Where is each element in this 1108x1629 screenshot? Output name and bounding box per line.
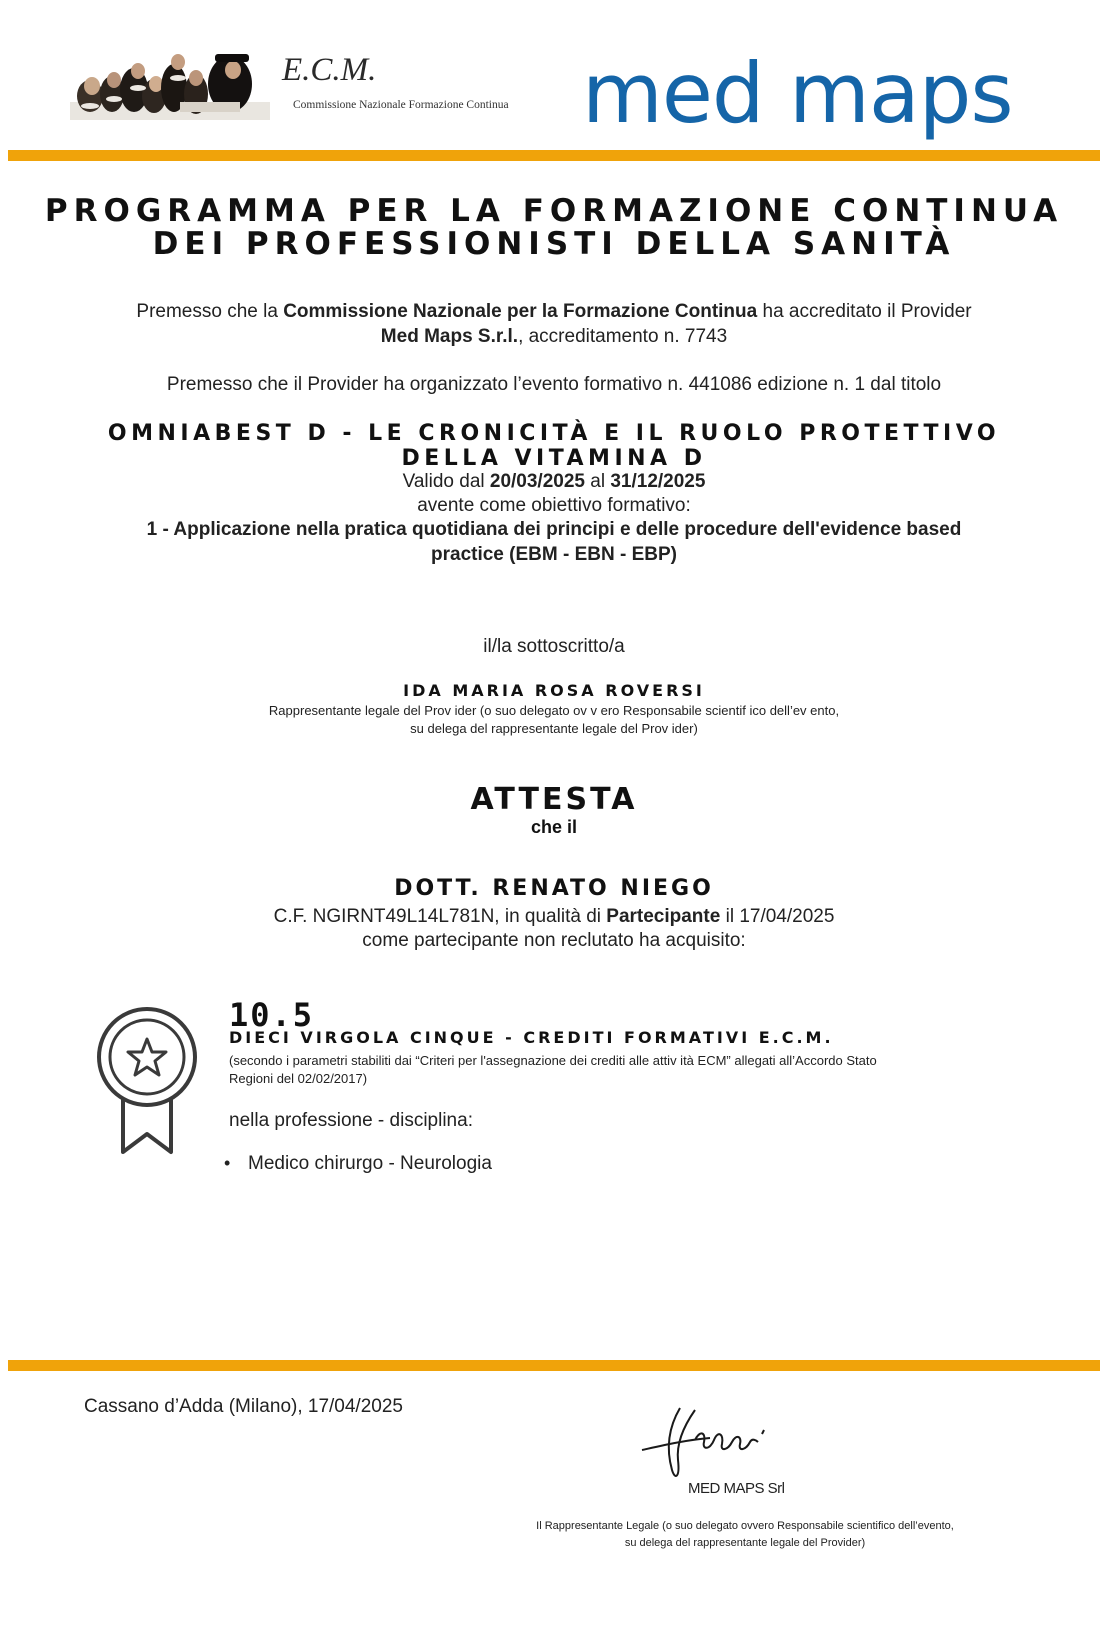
- objective-intro: avente come obiettivo formativo:: [417, 495, 691, 516]
- bottom-divider-bar: [8, 1360, 1100, 1371]
- participant-details: C.F. NGIRNT49L14L781N, in qualità di Partecipante il 17/04/2025: [273, 906, 835, 927]
- profession-label: nella professione - disciplina:: [229, 1110, 473, 1131]
- discipline-list: [224, 1153, 492, 1175]
- objective-text: 1 - Applicazione nella pratica quotidiana dei principi e delle procedure dell'evidence based practice (EBM - EBN - EBP): [146, 519, 962, 565]
- participant-role: Partecipante: [606, 906, 721, 927]
- signature-company: MED MAPS Srl: [688, 1480, 785, 1497]
- credits-words: DIECI VIRGOLA CINQUE - CREDITI FORMATIVI E.C.M.: [229, 1028, 834, 1047]
- place-date: Cassano d’Adda (Milano), 17/04/2025: [84, 1396, 403, 1417]
- event-title: OMNIABEST D - LE CRONICITÀ E IL RUOLO PROTETTIVO DELLA VITAMINA D: [107, 421, 1001, 471]
- provider-name: Med Maps S.r.l.: [380, 326, 519, 347]
- ecm-logo-painting: [70, 44, 270, 120]
- premise-event: Premesso che il Provider ha organizzato l’evento formativo n. 441086 edizione n. 1 dal titolo: [166, 374, 942, 395]
- title-line-2: DEI PROFESSIONISTI DELLA SANITÀ: [152, 226, 956, 262]
- ecm-subtitle: Commissione Nazionale Formazione Continua: [293, 99, 509, 111]
- title-line-1: PROGRAMMA PER LA FORMAZIONE CONTINUA: [44, 193, 1064, 229]
- signatory-intro: il/la sottoscritto/a: [483, 636, 625, 657]
- commission-name: Commissione Nazionale per la Formazione Continua: [283, 301, 758, 322]
- event-validity: Valido dal 20/03/2025 al 31/12/2025: [402, 471, 706, 492]
- top-divider-bar: [8, 150, 1100, 161]
- footer-note: Il Rappresentante Legale (o suo delegato ovvero Responsabile scientifico dell’evento, su delega del rappresentante legale del Provider): [536, 1520, 954, 1549]
- participant-name: DOTT. RENATO NIEGO: [394, 876, 714, 901]
- attesta-sub: che il: [530, 817, 578, 837]
- signatory-role: Rappresentante legale del Prov ider (o suo delegato ov v ero Responsabile scientif ico dell’ev ento, su delega del rappresentante legale del Prov ider): [268, 703, 840, 736]
- credits-value: 10.5: [229, 996, 315, 1034]
- valid-from-date: 20/03/2025: [489, 471, 585, 492]
- attesta-heading: ATTESTA: [470, 782, 638, 817]
- award-badge-icon: [94, 1004, 200, 1158]
- list-item: • Medico chirurgo - Neurologia: [224, 1153, 492, 1175]
- credits-note: (secondo i parametri stabiliti dai “Criteri per l'assegnazione dei crediti alle attiv ità ECM” allegati all’Accordo Stato Regioni del 02/02/2017): [229, 1053, 877, 1086]
- participant-acquired: come partecipante non reclutato ha acquisito:: [362, 930, 746, 951]
- document-title: [0, 195, 1108, 261]
- signatory-name: IDA MARIA ROSA ROVERSI: [403, 681, 705, 700]
- valid-to-date: 31/12/2025: [610, 471, 706, 492]
- medmaps-logo: med maps: [582, 45, 1013, 142]
- signature-image: [640, 1400, 790, 1485]
- ecm-title: E.C.M.: [282, 52, 377, 88]
- premise-accreditation: Premesso che la Commissione Nazionale per la Formazione Continua ha accreditato il Provider Med Maps S.r.l., accreditamento n. 7743: [136, 301, 972, 347]
